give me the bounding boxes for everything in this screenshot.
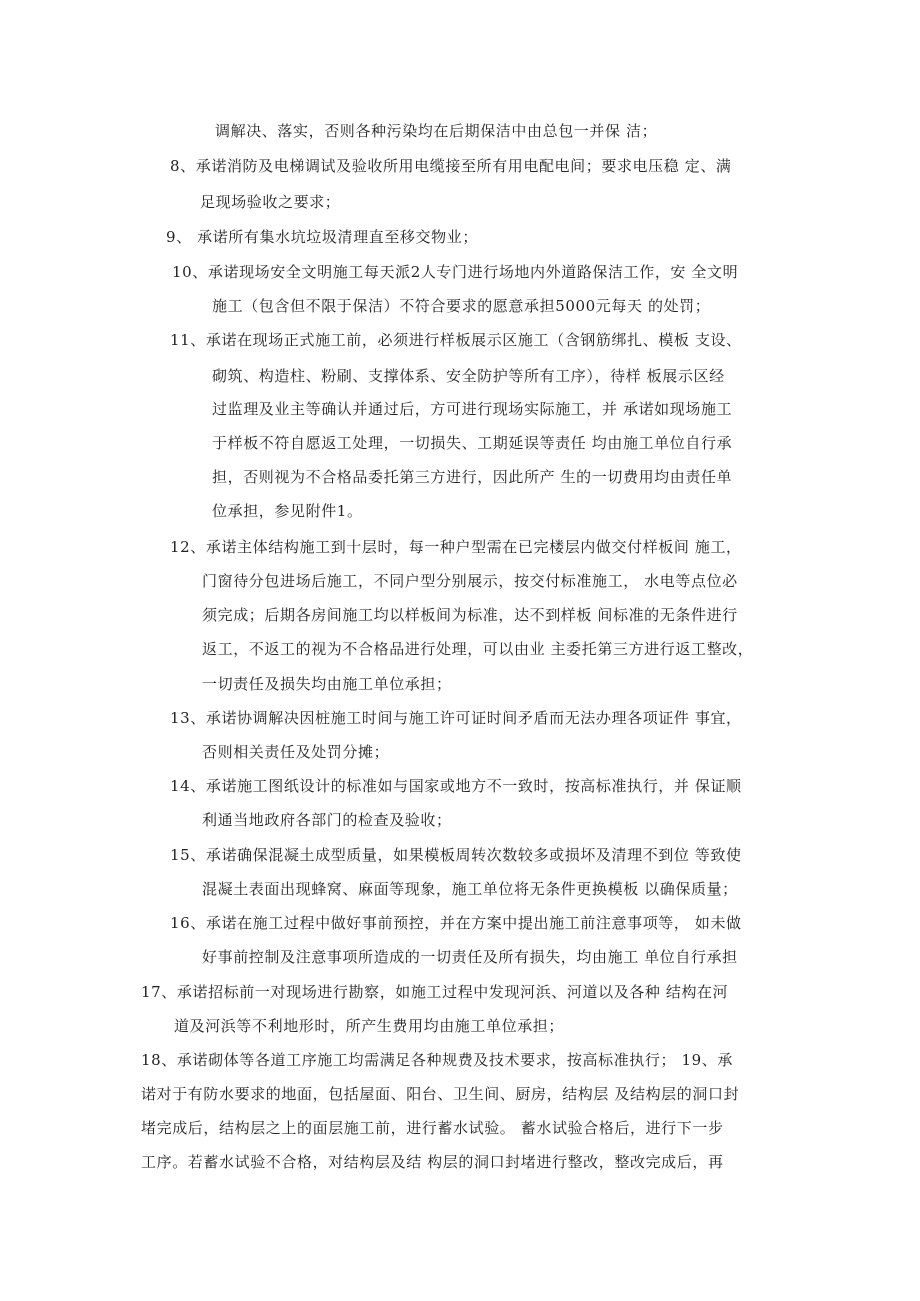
text-line: 18、承诺砌体等各道工序施工均需满足各种规费及技术要求，按高标准执行； 19、承 — [141, 1051, 733, 1069]
text-line: 诺对于有防水要求的地面，包括屋面、阳台、卫生间、厨房，结构层 及结构层的洞口封 — [141, 1085, 740, 1103]
text-line: 13、承诺协调解决因桩施工时间与施工许可证时间矛盾而无法办理各项证件 事宜， — [170, 709, 742, 727]
text-line: 8、承诺消防及电梯调试及验收所用电缆接至所有用电配电间；要求电压稳 定、满 — [170, 157, 732, 175]
text-line: 须完成；后期各房间施工均以样板间为标准，达不到样板 间标准的无条件进行 — [202, 606, 738, 624]
text-line: 好事前控制及注意事项所造成的一切责任及所有损失，均由施工 单位自行承担 — [202, 948, 738, 966]
text-line: 17、承诺招标前一对现场进行勘察，如施工过程中发现河浜、河道以及各种 结构在河 — [141, 983, 729, 1001]
text-line: 位承担，参见附件1。 — [212, 502, 363, 520]
text-line: 担，否则视为不合格品委托第三方进行，因此所产 生的一切费用均由责任单 — [212, 468, 733, 486]
text-line: 道及河浜等不利地形时，所产生费用均由施工单位承担； — [174, 1017, 565, 1035]
text-line: 15、承诺确保混凝土成型质量，如果模板周转次数较多或损坏及清理不到位 等致使 — [170, 846, 742, 864]
text-line: 施工（包含但不限于保洁）不符合要求的愿意承担5000元每天 的处罚； — [212, 297, 711, 315]
text-line: 14、承诺施工图纸设计的标准如与国家或地方不一致时，按高标准执行，并 保证顺 — [170, 777, 742, 795]
text-line: 混凝土表面出现蜂窝、麻面等现象，施工单位将无条件更换模板 以确保质量； — [202, 880, 738, 898]
text-line: 返工，不返工的视为不合格品进行处理，可以由业 主委托第三方进行返工整改， — [202, 640, 754, 658]
text-line: 利通当地政府各部门的检查及验收； — [202, 811, 452, 829]
text-line: 砌筑、构造柱、粉刷、支撑体系、安全防护等所有工序），待样 板展示区经 — [212, 367, 725, 385]
text-line: 调解决、落实，否则各种污染均在后期保洁中由总包一并保 洁； — [215, 122, 658, 140]
text-line: 足现场验收之要求； — [200, 193, 341, 211]
text-line: 11、承诺在现场正式施工前，必须进行样板展示区施工（含钢筋绑扎、模板 支设、 — [170, 331, 742, 349]
text-line: 过监理及业主等确认并通过后，方可进行现场实际施工，并 承诺如现场施工 — [212, 400, 733, 418]
text-line: 堵完成后，结构层之上的面层施工前，进行蓄水试验。 蓄水试验合格后，进行下一步 — [141, 1119, 724, 1137]
text-line: 一切责任及损失均由施工单位承担； — [202, 675, 452, 693]
text-line: 16、承诺在施工过程中做好事前预控，并在方案中提出施工前注意事项等， 如未做 — [170, 914, 742, 932]
text-line: 10、承诺现场安全文明施工每天派2人专门进行场地内外道路保洁工作，安 全文明 — [172, 263, 739, 281]
text-line: 9、 承诺所有集水坑垃圾清理直至移交物业； — [166, 228, 478, 246]
text-line: 门窗待分包进场后施工，不同户型分别展示，按交付标准施工， 水电等点位必 — [202, 572, 738, 590]
text-line: 工序。若蓄水试验不合格，对结构层及结 构层的洞口封堵进行整改，整改完成后，再 — [141, 1153, 724, 1171]
text-line: 12、承诺主体结构施工到十层时，每一种户型需在已完楼层内做交付样板间 施工， — [170, 538, 742, 556]
text-line: 于样板不符自愿返工处理，一切损失、工期延误等责任 均由施工单位自行承 — [212, 434, 733, 452]
text-line: 否则相关责任及处罚分摊； — [202, 743, 390, 761]
